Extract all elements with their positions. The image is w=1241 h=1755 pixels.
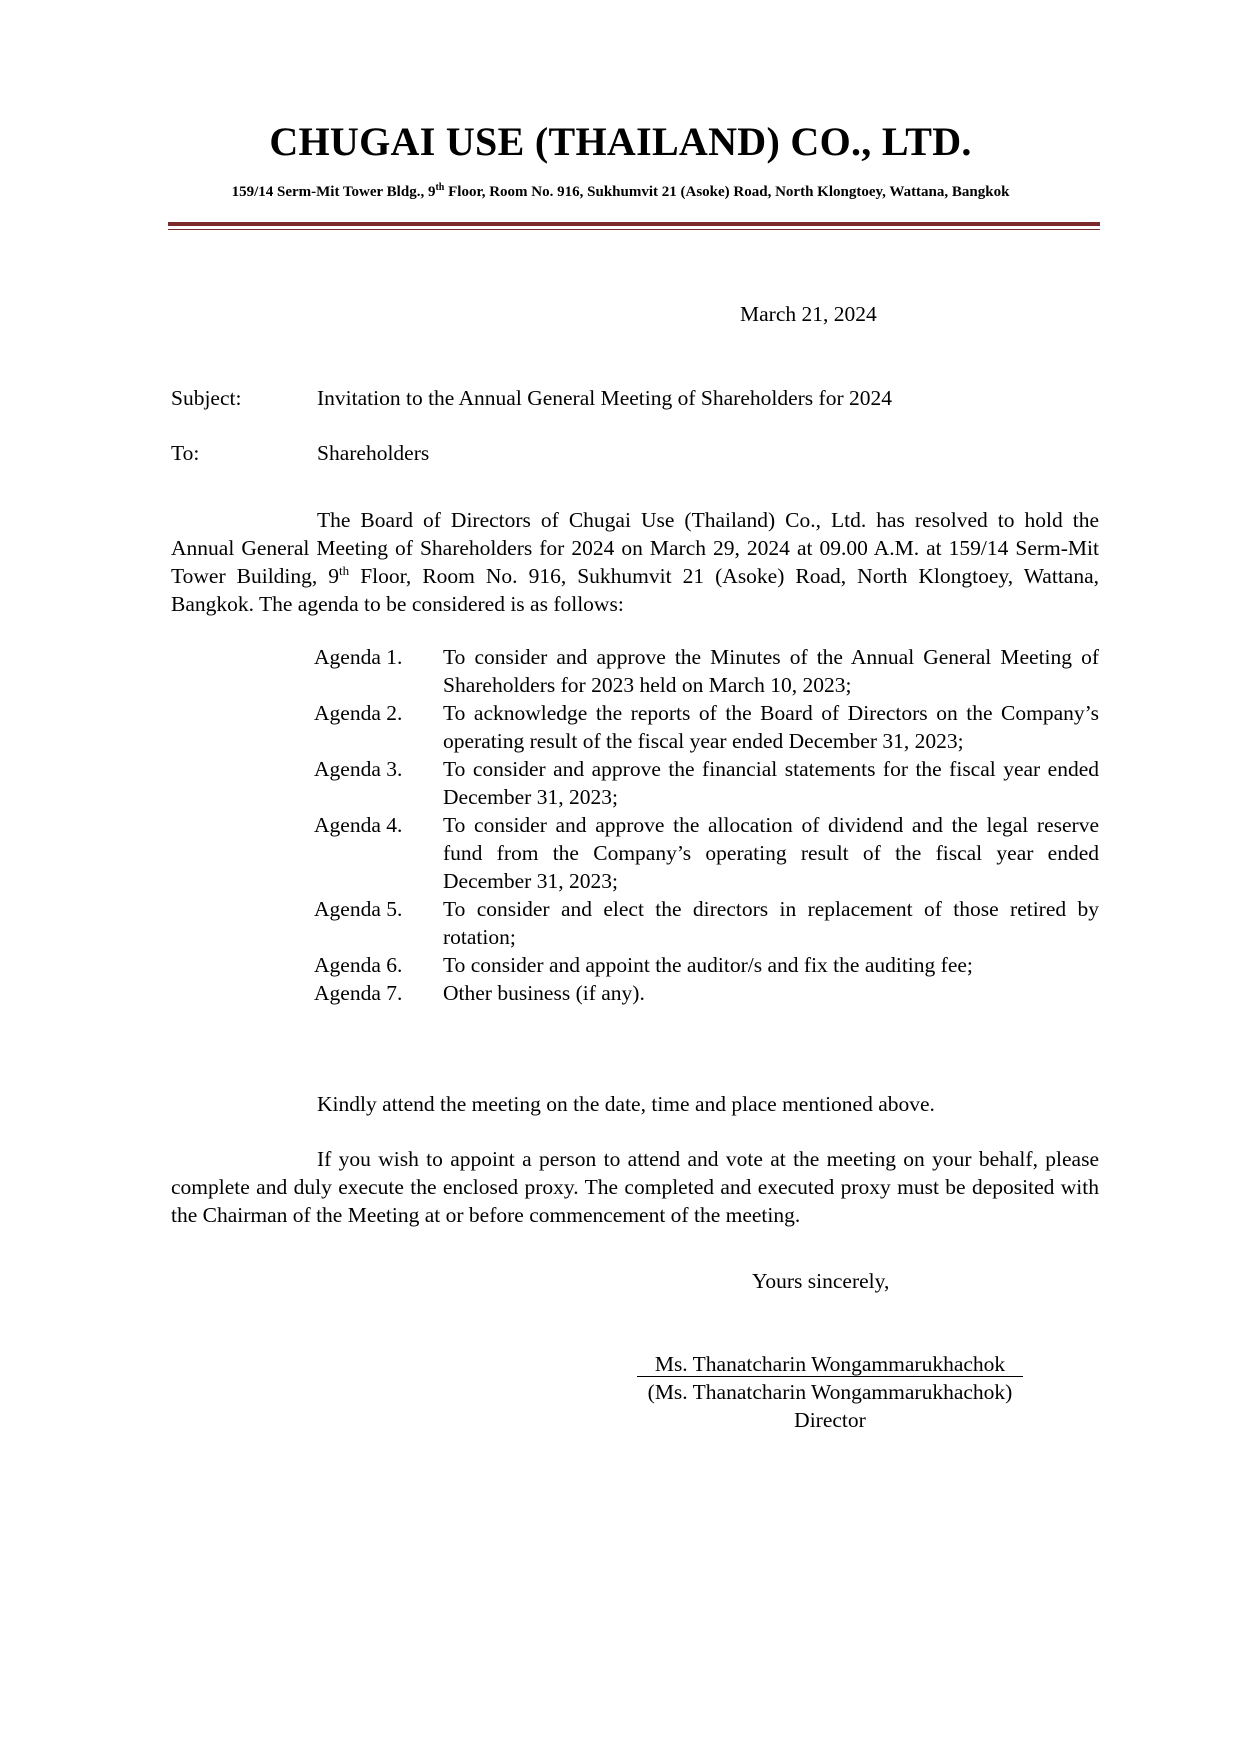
agenda-label: Agenda 7. [314, 981, 403, 1005]
agenda-text: To acknowledge the reports of the Board of Directors on the Company’s operating result of the fiscal year ended December 31, 2023; [443, 701, 1099, 753]
header-rule-thin [168, 229, 1100, 230]
to-value: Shareholders [317, 441, 430, 465]
address-part-2: Floor, Room No. 916, Sukhumvit 21 (Asoke) Road, North Klongtoey, Wattana, Bangkok [444, 184, 1010, 200]
to-label: To: [171, 441, 200, 465]
agenda-text: To consider and approve the Minutes of the Annual General Meeting of Shareholders for 2023 held on March 10, 2023; [443, 645, 1099, 697]
agenda-label: Agenda 6. [314, 953, 403, 977]
agenda-text: To consider and approve the allocation of dividend and the legal reserve fund from the Company’s operating result of the fiscal year ended December 31, 2023; [443, 813, 1099, 893]
agenda-item [314, 951, 1099, 979]
attend-paragraph: Kindly attend the meeting on the date, time and place mentioned above. [317, 1092, 935, 1116]
agenda-text: To consider and elect the directors in replacement of those retired by rotation; [443, 897, 1099, 949]
agenda-list [314, 643, 1099, 1007]
agenda-label: Agenda 4. [314, 813, 403, 837]
signatory-name: (Ms. Thanatcharin Wongammarukhachok) [647, 1380, 1013, 1404]
agenda-label: Agenda 2. [314, 701, 403, 725]
subject-label: Subject: [171, 386, 242, 410]
company-address [0, 182, 1241, 202]
intro-ordinal-suffix: th [339, 562, 350, 578]
intro-paragraph [171, 506, 1099, 618]
header-rule-thick [168, 222, 1100, 226]
agenda-label: Agenda 5. [314, 897, 403, 921]
agenda-item [314, 755, 1099, 811]
agenda-item [314, 811, 1099, 895]
intro-part-1: The Board of Directors of Chugai Use (Thailand) Co., Ltd. has resolved to hold the Annual General Meeting of Shareholders for 2024 on March 29, 2024 at 09.00 A.M. at 159/14 Serm-Mit Tower Building, 9 [171, 508, 1099, 588]
company-name: CHUGAI USE (THAILAND) CO., LTD. [269, 119, 972, 164]
letter-date: March 21, 2024 [740, 302, 877, 326]
agenda-label: Agenda 1. [314, 645, 403, 669]
agenda-text: To consider and appoint the auditor/s and fix the auditing fee; [443, 953, 973, 977]
intro-part-2: Floor, Room No. 916, Sukhumvit 21 (Asoke) Road, North Klongtoey, Wattana, Bangkok. The agenda to be considered is as follows: [171, 564, 1100, 616]
proxy-paragraph: If you wish to appoint a person to attend and vote at the meeting on your behalf, please complete and duly execute the enclosed proxy. The completed and executed proxy must be deposited with the Chairman of the Meeting at or before commencement of the meeting. [171, 1147, 1099, 1227]
address-ordinal-suffix: th [435, 182, 445, 193]
agenda-item [314, 643, 1099, 699]
signatory-title: Director [794, 1408, 866, 1432]
agenda-label: Agenda 3. [314, 757, 403, 781]
agenda-item [314, 895, 1099, 951]
subject-value: Invitation to the Annual General Meeting of Shareholders for 2024 [317, 386, 892, 410]
agenda-item [314, 979, 1099, 1007]
agenda-item [314, 699, 1099, 755]
agenda-text: To consider and approve the financial statements for the fiscal year ended December 31, 2023; [443, 757, 1099, 809]
closing-salutation: Yours sincerely, [752, 1269, 890, 1293]
agenda-text: Other business (if any). [443, 981, 645, 1005]
signature-line: Ms. Thanatcharin Wongammarukhachok [637, 1352, 1023, 1377]
signature-block [600, 1350, 1060, 1434]
address-part-1: 159/14 Serm-Mit Tower Bldg., 9 [231, 184, 436, 200]
